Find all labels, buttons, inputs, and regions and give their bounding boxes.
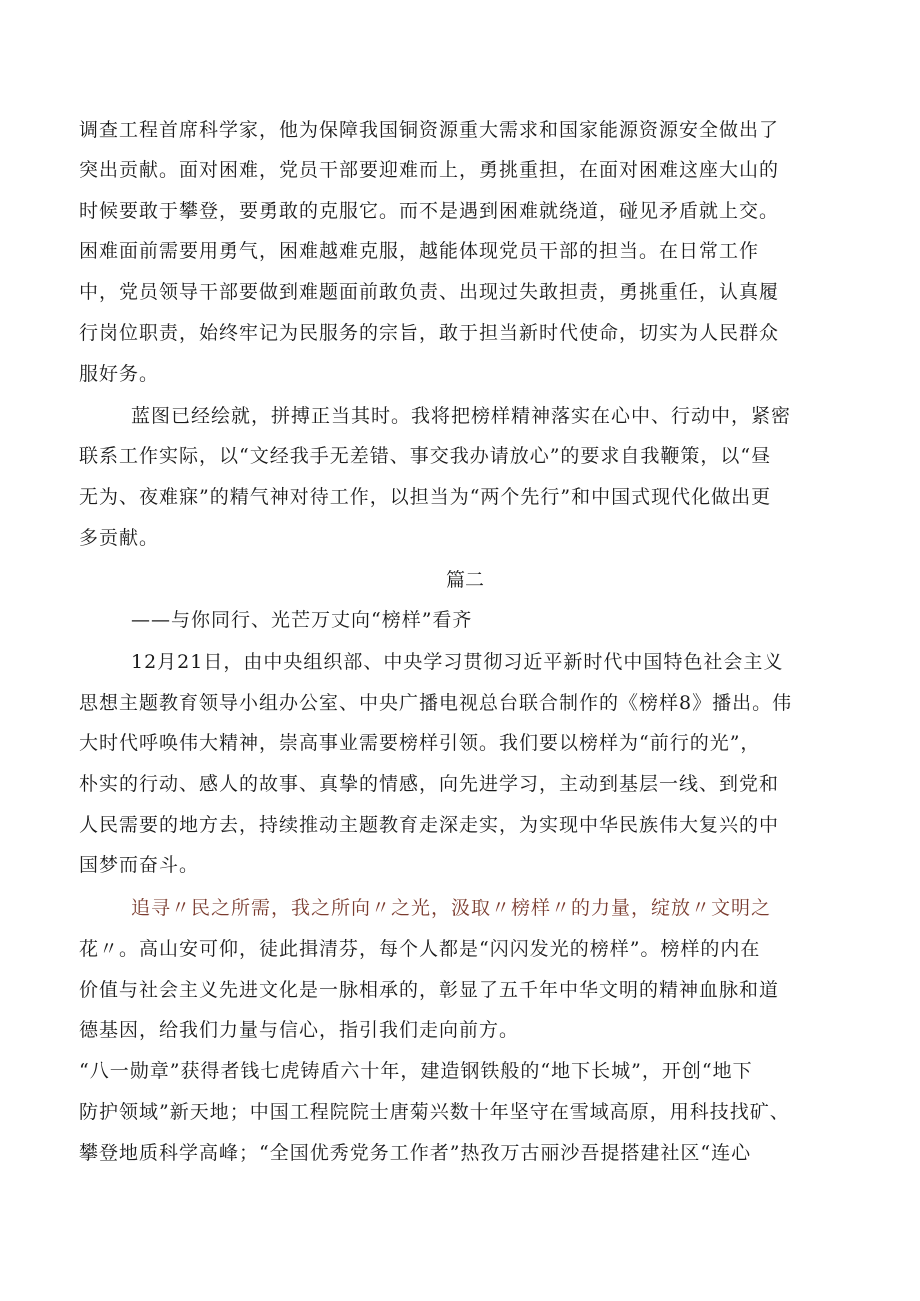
paragraph-line: 追寻〃民之所需，我之所向〃之光，汲取〃榜样〃的力量，绽放〃文明之 xyxy=(131,897,772,919)
paragraph-line: 大时代呼唤伟大精神，崇高事业需要榜样引领。我们要以榜样为“前行的光”， xyxy=(79,732,761,754)
paragraph-line: 国梦而奋斗。 xyxy=(79,854,200,876)
paragraph-line: 防护领域”新天地；中国工程院院士唐菊兴数十年坚守在雪域高原，用科技找矿、 xyxy=(79,1101,790,1123)
paragraph-line: 人民需要的地方去，持续推动主题教育走深走实，为实现中华民族伟大复兴的中 xyxy=(79,814,780,836)
paragraph-line: 花〃。高山安可仰，徒此揖清芬，每个人都是“闪闪发光的榜样”。榜样的内在 xyxy=(79,938,761,960)
paragraph-line: 德基因，给我们力量与信心，指引我们走向前方。 xyxy=(79,1019,520,1041)
paragraph-line: 12月21日，由中央组织部、中央学习贯彻习近平新时代中国特色社会主义 xyxy=(131,651,784,673)
paragraph-line: 无为、夜难寐”的精气神对待工作，以担当为“两个先行”和中国式现代化做出更 xyxy=(79,486,772,508)
paragraph-line: 时候要敢于攀登，要勇敢的克服它。而不是遇到困难就绕道，碰见矛盾就上交。 xyxy=(79,200,780,222)
paragraph-line: “八一勋章”获得者钱七虎铸盾六十年，建造钢铁般的“地下长城”，开创“地下 xyxy=(79,1060,753,1082)
paragraph-line: 困难面前需要用勇气，困难越难克服，越能体现党员干部的担当。在日常工作 xyxy=(79,240,760,262)
paragraph-line: 攀登地质科学高峰；“全国优秀党务工作者”热孜万古丽沙吾提搭建社区“连心 xyxy=(79,1142,752,1164)
subtitle: ——与你同行、光芒万丈向“榜样”看齐 xyxy=(131,609,473,631)
paragraph-line: 中，党员领导干部要做到难题面前敢负责、出现过失敢担责，勇挑重任，认真履 xyxy=(79,281,780,303)
paragraph-line: 调查工程首席科学家，他为保障我国铜资源重大需求和国家能源资源安全做出了 xyxy=(79,119,780,141)
paragraph-line: 多贡献。 xyxy=(79,527,160,549)
paragraph-line: 蓝图已经绘就，拼搏正当其时。我将把榜样精神落实在心中、行动中，紧密 xyxy=(131,405,792,427)
paragraph-line: 联系工作实际，以“文经我手无差错、事交我办请放心”的要求自我鞭策，以“昼 xyxy=(79,445,772,467)
paragraph-line: 突出贡献。面对困难，党员干部要迎难而上，勇挑重担，在面对困难这座大山的 xyxy=(79,159,780,181)
paragraph-line: 价值与社会主义先进文化是一脉相承的，彰显了五千年中华文明的精神血脉和道 xyxy=(79,979,780,1001)
paragraph-line: 服好务。 xyxy=(79,363,160,385)
section-title: 篇二 xyxy=(446,569,485,591)
paragraph-line: 思想主题教育领导小组办公室、中央广播电视总台联合制作的《榜样8》播出。伟 xyxy=(79,692,793,714)
paragraph-line: 行岗位职责，始终牢记为民服务的宗旨，敢于担当新时代使命，切实为人民群众 xyxy=(79,322,780,344)
paragraph-line: 朴实的行动、感人的故事、真挚的情感，向先进学习，主动到基层一线、到党和 xyxy=(79,773,780,795)
